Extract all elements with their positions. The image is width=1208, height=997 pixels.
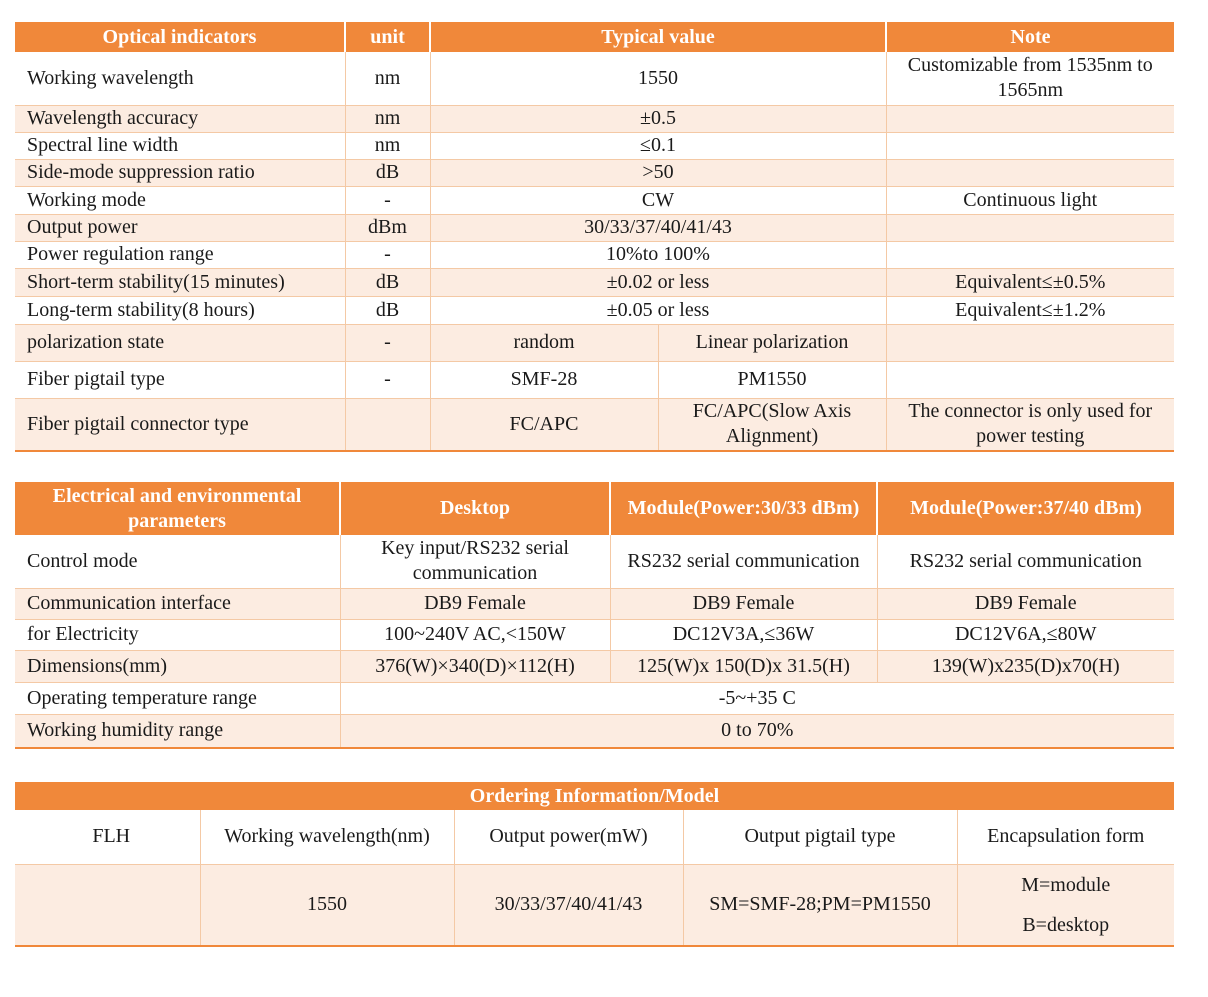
table-row: [15, 682, 1174, 714]
table-row: [15, 535, 1174, 588]
row-note: [886, 105, 1174, 132]
row-name: Wavelength accuracy: [15, 105, 345, 132]
electrical-parameters-table: [15, 482, 1174, 749]
row-value: >50: [430, 159, 886, 186]
row-name: Control mode: [15, 535, 340, 588]
encapsulation-module: M=module: [1021, 873, 1111, 896]
row-value: 1550: [430, 52, 886, 105]
row-unit: [345, 398, 430, 451]
table-row: [15, 268, 1174, 296]
row-value: ≤0.1: [430, 132, 886, 159]
row-value-a: random: [430, 324, 658, 361]
row-value-a: SMF-28: [430, 361, 658, 398]
row-unit: dBm: [345, 214, 430, 241]
row-name: Working wavelength: [15, 52, 345, 105]
header-desktop: Desktop: [340, 482, 610, 535]
header-optical-indicators: Optical indicators: [15, 22, 345, 52]
row-unit: dB: [345, 268, 430, 296]
cell-output-power: 30/33/37/40/41/43: [454, 864, 683, 946]
row-note: Equivalent≤±1.2%: [886, 296, 1174, 324]
table-row: [15, 186, 1174, 214]
row-note: Continuous light: [886, 186, 1174, 214]
cell-wavelength: 1550: [200, 864, 454, 946]
row-value: ±0.5: [430, 105, 886, 132]
row-name: Side-mode suppression ratio: [15, 159, 345, 186]
table-row: [15, 296, 1174, 324]
row-unit: -: [345, 324, 430, 361]
row-name: Fiber pigtail connector type: [15, 398, 345, 451]
row-note: Customizable from 1535nm to 1565nm: [886, 52, 1174, 105]
cell-flh: [15, 864, 200, 946]
row-value: 0 to 70%: [340, 714, 1174, 748]
row-unit: nm: [345, 105, 430, 132]
col-wavelength: Working wavelength(nm): [200, 810, 454, 864]
row-module-a: RS232 serial communication: [610, 535, 877, 588]
row-value-b: PM1550: [658, 361, 886, 398]
row-module-a: 125(W)x 150(D)x 31.5(H): [610, 650, 877, 682]
row-name: polarization state: [15, 324, 345, 361]
row-note: Equivalent≤±0.5%: [886, 268, 1174, 296]
table-row: [15, 52, 1174, 105]
row-desktop: DB9 Female: [340, 588, 610, 619]
header-unit: unit: [345, 22, 430, 52]
table-row: [15, 650, 1174, 682]
row-module-b: 139(W)x235(D)x70(H): [877, 650, 1174, 682]
table-row: [15, 132, 1174, 159]
ordering-information-table: [15, 782, 1174, 947]
row-desktop: 376(W)×340(D)×112(H): [340, 650, 610, 682]
row-value: 30/33/37/40/41/43: [430, 214, 886, 241]
row-name: Output power: [15, 214, 345, 241]
row-value-b: Linear polarization: [658, 324, 886, 361]
table-row: [15, 105, 1174, 132]
row-note: [886, 159, 1174, 186]
row-name: Power regulation range: [15, 241, 345, 268]
row-desktop: Key input/RS232 serial communication: [340, 535, 610, 588]
row-name: for Electricity: [15, 619, 340, 650]
row-name: Short-term stability(15 minutes): [15, 268, 345, 296]
table-row: [15, 214, 1174, 241]
row-name: Spectral line width: [15, 132, 345, 159]
row-unit: -: [345, 241, 430, 268]
row-module-b: DC12V6A,≤80W: [877, 619, 1174, 650]
row-unit: nm: [345, 52, 430, 105]
row-value: 10%to 100%: [430, 241, 886, 268]
table-row: [15, 864, 1174, 946]
row-unit: dB: [345, 296, 430, 324]
row-note: [886, 214, 1174, 241]
ordering-title: Ordering Information/Model: [15, 782, 1174, 810]
table-row: [15, 361, 1174, 398]
row-name: Dimensions(mm): [15, 650, 340, 682]
row-note: [886, 324, 1174, 361]
header-electrical-parameters: Electrical and environmental parameters: [15, 482, 340, 535]
cell-encapsulation: [957, 864, 1174, 946]
row-value: ±0.05 or less: [430, 296, 886, 324]
row-unit: nm: [345, 132, 430, 159]
table-row: [15, 159, 1174, 186]
row-unit: dB: [345, 159, 430, 186]
row-module-b: DB9 Female: [877, 588, 1174, 619]
table-row: [15, 619, 1174, 650]
row-note: The connector is only used for power testing: [886, 398, 1174, 451]
row-name: Working humidity range: [15, 714, 340, 748]
row-value: CW: [430, 186, 886, 214]
header-note: Note: [886, 22, 1174, 52]
header-module-37-40: Module(Power:37/40 dBm): [877, 482, 1174, 535]
row-name: Operating temperature range: [15, 682, 340, 714]
table-row: [15, 398, 1174, 451]
row-module-b: RS232 serial communication: [877, 535, 1174, 588]
row-note: [886, 361, 1174, 398]
table-row: [15, 714, 1174, 748]
row-name: Long-term stability(8 hours): [15, 296, 345, 324]
header-typical-value: Typical value: [430, 22, 886, 52]
row-value-a: FC/APC: [430, 398, 658, 451]
row-module-a: DC12V3A,≤36W: [610, 619, 877, 650]
col-pigtail-type: Output pigtail type: [683, 810, 957, 864]
col-output-power: Output power(mW): [454, 810, 683, 864]
header-module-30-33: Module(Power:30/33 dBm): [610, 482, 877, 535]
encapsulation-desktop: B=desktop: [1022, 913, 1110, 936]
cell-pigtail-type: SM=SMF-28;PM=PM1550: [683, 864, 957, 946]
row-name: Communication interface: [15, 588, 340, 619]
row-name: Fiber pigtail type: [15, 361, 345, 398]
row-note: [886, 241, 1174, 268]
table-row: [15, 241, 1174, 268]
table-row: [15, 588, 1174, 619]
table-row: [15, 324, 1174, 361]
optical-indicators-table: [15, 22, 1174, 452]
row-unit: -: [345, 361, 430, 398]
row-desktop: 100~240V AC,<150W: [340, 619, 610, 650]
row-value: ±0.02 or less: [430, 268, 886, 296]
row-value-b: FC/APC(Slow Axis Alignment): [658, 398, 886, 451]
col-encapsulation: Encapsulation form: [957, 810, 1174, 864]
row-name: Working mode: [15, 186, 345, 214]
table-row: [15, 810, 1174, 864]
row-unit: -: [345, 186, 430, 214]
row-note: [886, 132, 1174, 159]
row-value: -5~+35 C: [340, 682, 1174, 714]
col-flh: FLH: [15, 810, 200, 864]
row-module-a: DB9 Female: [610, 588, 877, 619]
